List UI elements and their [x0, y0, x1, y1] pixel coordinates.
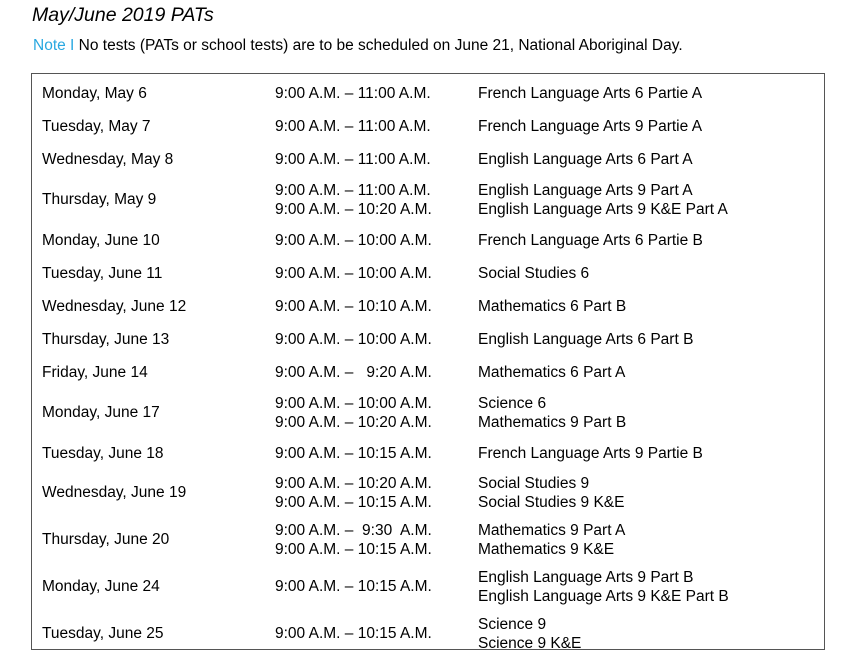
exam-date-text: Monday, May 6 [42, 84, 147, 102]
schedule-row [32, 290, 824, 323]
exam-subject-text: Social Studies 9 K&E [478, 494, 625, 511]
exam-subject [478, 517, 625, 563]
exam-time [275, 110, 431, 143]
exam-subject [478, 224, 703, 257]
schedule-row [32, 356, 824, 389]
exam-time [275, 437, 432, 470]
exam-subject-text: Mathematics 9 Part A [478, 521, 626, 539]
exam-date [42, 110, 151, 143]
exam-date-text: Wednesday, June 12 [42, 297, 187, 315]
exam-time-text: 9:00 A.M. – 9:20 A.M. [275, 363, 432, 381]
schedule-row [32, 110, 824, 143]
note-text: No tests (PATs or school tests) are to be scheduled on June 21, National Aboriginal Day. [74, 37, 683, 54]
exam-date [42, 77, 147, 110]
schedule-row [32, 389, 824, 437]
exam-subject [478, 77, 702, 110]
schedule-row [32, 257, 824, 290]
exam-time [275, 290, 432, 323]
exam-time [275, 257, 432, 290]
exam-subject [478, 437, 703, 470]
exam-subject [478, 176, 728, 224]
exam-time-text: 9:00 A.M. – 10:20 A.M. [275, 201, 432, 218]
exam-time [275, 564, 432, 610]
exam-time [275, 224, 432, 257]
exam-subject-text: Mathematics 9 K&E [478, 541, 615, 558]
exam-date-text: Tuesday, June 25 [42, 625, 164, 643]
exam-date-text: Monday, June 10 [42, 231, 160, 249]
exam-subject-text: French Language Arts 9 Partie B [478, 444, 703, 462]
exam-subject-text: Science 6 [478, 394, 547, 412]
exam-date-text: Thursday, June 13 [42, 330, 170, 348]
exam-date-text: Tuesday, May 7 [42, 117, 151, 135]
exam-date [42, 564, 160, 610]
exam-time-text: 9:00 A.M. – 10:15 A.M. [275, 541, 432, 558]
note [33, 37, 683, 55]
exam-time [275, 323, 432, 356]
exam-time-text: 9:00 A.M. – 11:00 A.M. [275, 84, 431, 102]
exam-time [275, 389, 432, 437]
exam-date [42, 356, 148, 389]
exam-subject [478, 468, 624, 518]
exam-time-text: 9:00 A.M. – 10:00 A.M. [275, 330, 432, 348]
exam-time-text: 9:00 A.M. – 10:00 A.M. [275, 264, 432, 282]
schedule-row [32, 323, 824, 356]
exam-subject [478, 356, 625, 389]
exam-time-text: 9:00 A.M. – 11:00 A.M. [275, 181, 431, 199]
exam-subject-text: English Language Arts 9 K&E Part A [478, 201, 728, 218]
schedule-row [32, 176, 824, 224]
exam-subject [478, 389, 626, 437]
exam-date [42, 389, 160, 437]
exam-time [275, 143, 431, 176]
exam-subject [478, 143, 693, 176]
exam-time-text: 9:00 A.M. – 11:00 A.M. [275, 117, 431, 135]
exam-date-text: Wednesday, June 19 [42, 484, 187, 502]
exam-subject-text: Mathematics 6 Part A [478, 363, 626, 381]
exam-subject [478, 110, 702, 143]
page-title: May/June 2019 PATs [32, 4, 214, 26]
exam-date [42, 611, 164, 657]
exam-subject-text: English Language Arts 9 Part B [478, 568, 694, 586]
schedule-row [32, 611, 824, 657]
exam-date [42, 290, 186, 323]
exam-subject-text: French Language Arts 6 Partie B [478, 231, 703, 249]
exam-subject [478, 257, 589, 290]
exam-subject-text: Social Studies 9 [478, 474, 590, 492]
exam-date-text: Thursday, June 20 [42, 531, 170, 549]
exam-subject-text: Science 9 [478, 615, 547, 633]
exam-subject-text: English Language Arts 6 Part B [478, 330, 694, 348]
exam-subject-text: French Language Arts 6 Partie A [478, 84, 703, 102]
exam-time-text: 9:00 A.M. – 10:00 A.M. [275, 394, 432, 412]
exam-time-text: 9:00 A.M. – 10:15 A.M. [275, 494, 432, 511]
exam-time-text: 9:00 A.M. – 10:20 A.M. [275, 474, 432, 492]
exam-time-text: 9:00 A.M. – 9:30 A.M. [275, 521, 432, 539]
schedule-row [32, 437, 824, 470]
note-label: Note I [33, 37, 75, 54]
exam-date-text: Thursday, May 9 [42, 191, 157, 209]
exam-subject-text: Mathematics 9 Part B [478, 414, 627, 431]
exam-time [275, 468, 432, 518]
exam-subject [478, 564, 729, 610]
exam-time-text: 9:00 A.M. – 10:15 A.M. [275, 625, 432, 643]
exam-date [42, 224, 160, 257]
exam-time [275, 517, 432, 563]
exam-time-text: 9:00 A.M. – 10:15 A.M. [275, 444, 432, 462]
exam-date [42, 176, 156, 224]
exam-date-text: Friday, June 14 [42, 363, 148, 381]
exam-subject-text: English Language Arts 9 K&E Part B [478, 588, 729, 605]
exam-time [275, 356, 432, 389]
schedule-row [32, 517, 824, 563]
exam-date [42, 437, 164, 470]
exam-date [42, 323, 169, 356]
exam-subject-text: English Language Arts 9 Part A [478, 181, 693, 199]
exam-date-text: Tuesday, June 18 [42, 444, 164, 462]
exam-subject-text: French Language Arts 9 Partie A [478, 117, 703, 135]
exam-date-text: Monday, June 24 [42, 578, 160, 596]
exam-subject [478, 611, 581, 657]
exam-time [275, 611, 432, 657]
exam-time-text: 9:00 A.M. – 10:15 A.M. [275, 578, 432, 596]
exam-subject-text: English Language Arts 6 Part A [478, 150, 693, 168]
exam-time [275, 176, 432, 224]
schedule-row [32, 468, 824, 518]
exam-time-text: 9:00 A.M. – 10:10 A.M. [275, 297, 432, 315]
exam-subject-text: Mathematics 6 Part B [478, 297, 627, 315]
exam-subject [478, 290, 626, 323]
schedule-table [31, 73, 825, 650]
exam-subject [478, 323, 693, 356]
schedule-row [32, 143, 824, 176]
exam-date-text: Monday, June 17 [42, 404, 160, 422]
exam-subject-text: Science 9 K&E [478, 635, 582, 652]
exam-time [275, 77, 431, 110]
exam-date [42, 517, 169, 563]
exam-subject-text: Social Studies 6 [478, 264, 590, 282]
schedule-row [32, 224, 824, 257]
schedule-row [32, 77, 824, 110]
exam-date-text: Wednesday, May 8 [42, 150, 174, 168]
exam-date [42, 257, 162, 290]
exam-time-text: 9:00 A.M. – 11:00 A.M. [275, 150, 431, 168]
exam-time-text: 9:00 A.M. – 10:00 A.M. [275, 231, 432, 249]
schedule-row [32, 564, 824, 610]
exam-date-text: Tuesday, June 11 [42, 264, 163, 282]
exam-date [42, 468, 186, 518]
exam-time-text: 9:00 A.M. – 10:20 A.M. [275, 414, 432, 431]
exam-date [42, 143, 173, 176]
